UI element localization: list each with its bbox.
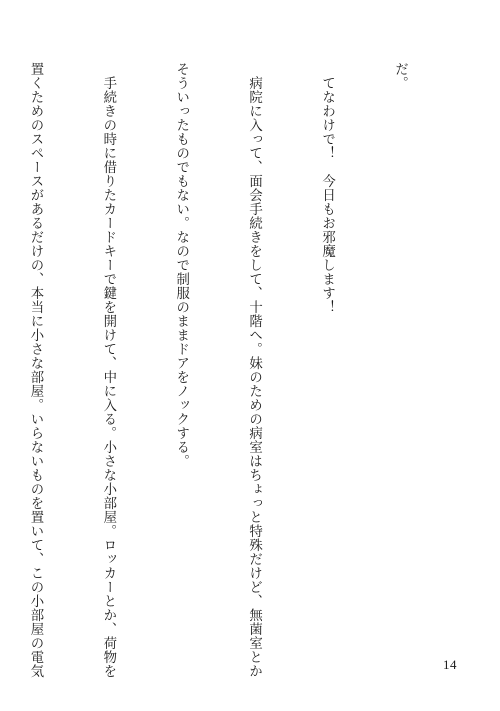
text-line: 置くためのスペースがあるだけの、本当に小さな部屋。いらないものを置いて、この小部屋の電気 xyxy=(27,62,43,678)
text-line: てなわけで！ 今日もお邪魔します！ xyxy=(319,62,335,314)
page-number: 14 xyxy=(443,657,457,672)
text-line: だ。 xyxy=(392,62,408,90)
text-line: 病院に入って、面会手続きをして、十階へ。妹のための病室はちょっと特殊だけど、無菌室とか xyxy=(246,62,262,678)
text-line: 手続きの時に借りたカードキーで鍵を開けて、中に入る。小さな小部屋。ロッカーとか、荷物を xyxy=(100,62,116,678)
text-line: そういったものでもない。なので制服のままドアをノックする。 xyxy=(173,62,189,468)
